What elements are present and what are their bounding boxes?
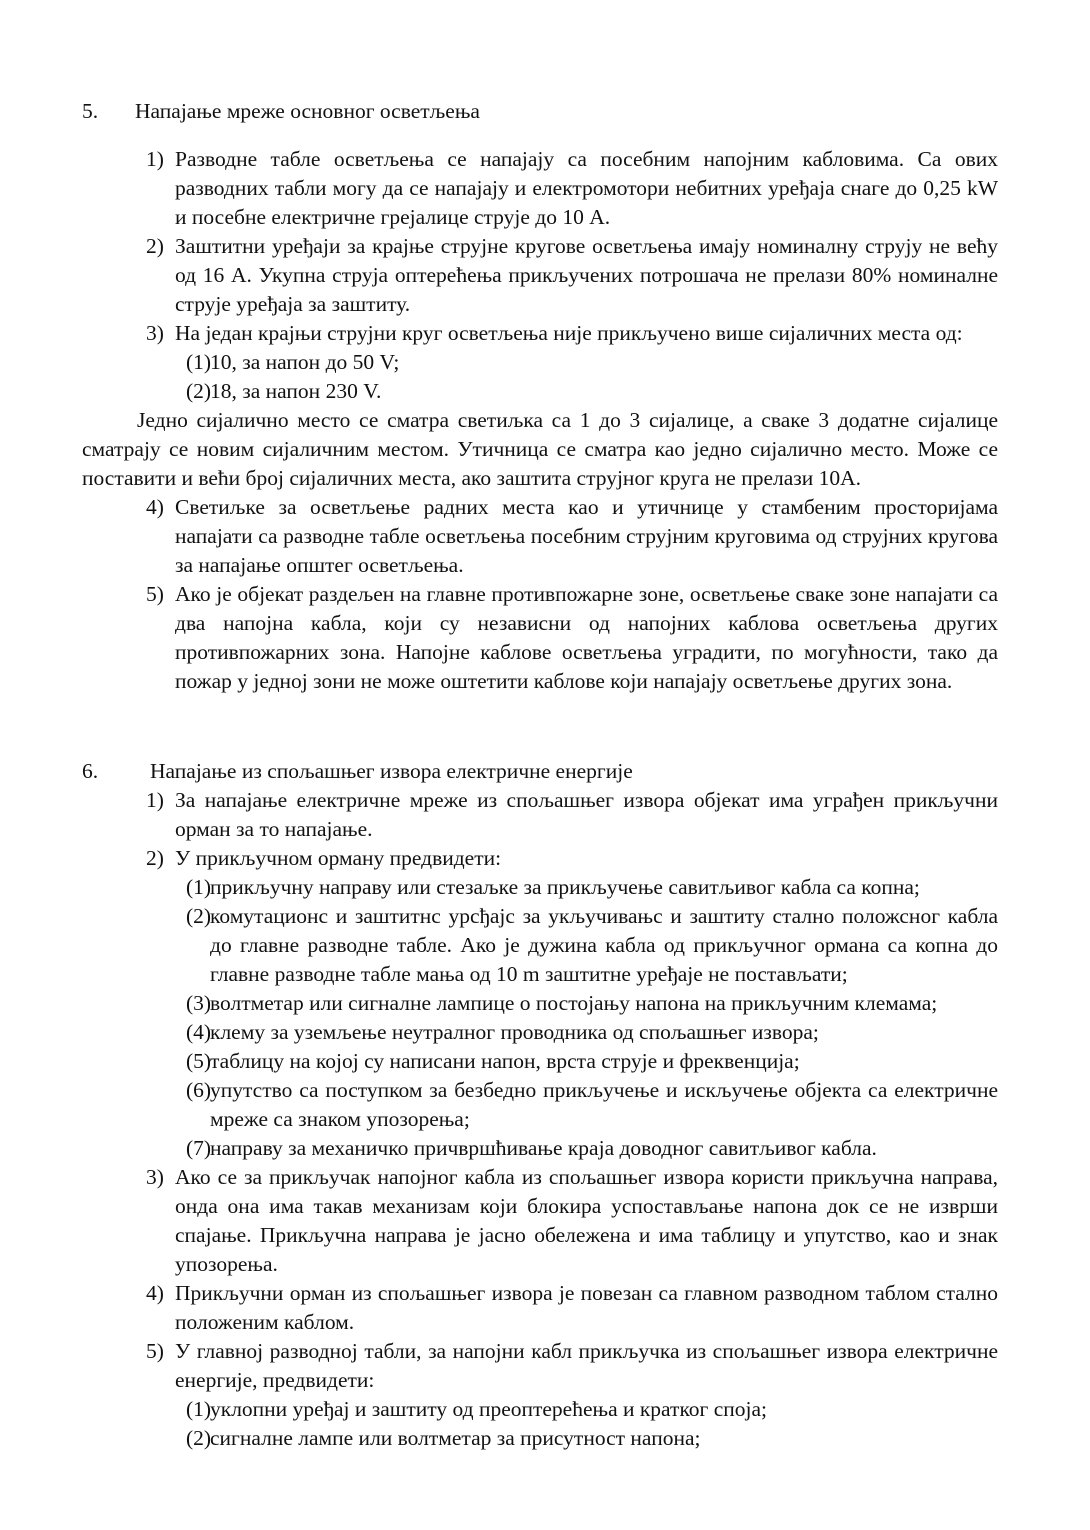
list-item	[82, 493, 998, 580]
sub-item-text: упутство са поступком за безбедно прикључење и искључење објекта са електричне мреже са знаком упозорења;	[210, 1078, 998, 1131]
sub-item-number: (1)	[186, 350, 212, 374]
item-text: Заштитни уређаји за крајње струјне кругове осветљења имају номиналну струју не већу од 16 А. Укупна струја оптерећења прикључених потрошача не прелази 80% номиналне струје уређаја за заштиту.	[175, 234, 998, 316]
sub-item-number: (2)	[186, 904, 212, 928]
note-paragraph: Једно сијалично место се сматра светиљка са 1 до 3 сијалице, а сваке 3 додатне сијалице сматрају се новим сијаличним местом. Утичница се сматра као једно сијалично место. Може се поставити и већи број сијаличних места, ако заштита струјног круга не прелази 10А.	[82, 408, 998, 490]
item-number: 1)	[146, 788, 164, 812]
sub-item-number: (2)	[186, 1426, 212, 1450]
item-number: 4)	[146, 495, 164, 519]
section-title: Напајање из спољашњег извора електричне енергије	[150, 759, 633, 783]
sub-item-number: (1)	[186, 1397, 212, 1421]
sub-item-text: 10, за напон до 50 V;	[210, 350, 400, 374]
item-text: Светиљке за осветљење радних места као и утичнице у стамбеним просторијама напајати са разводне табле осветљења посебним струјним круговима од струјних кругова за напајање општег осветљења.	[175, 495, 998, 577]
sub-list-item	[82, 1424, 998, 1453]
sub-item-text: уклопни уређај и заштиту од преоптерећења и кратког споја;	[210, 1397, 768, 1421]
sub-list-item	[82, 873, 998, 902]
item-text: Разводне табле осветљења се напајају са посебним напојним кабловима. Са ових разводних табли могу да се напајају и електромотори небитних уређаја снаге до 0,25 kW и посебне електричне грејалице струје до 10 А.	[175, 147, 998, 229]
item-number: 5)	[146, 582, 164, 606]
sub-list-item	[82, 1076, 998, 1134]
sub-item-number: (6)	[186, 1078, 212, 1102]
list-item	[82, 145, 998, 232]
sub-list-item	[82, 1018, 998, 1047]
sub-item-text: направу за механичко причвршћивање краја доводног савитљивог кабла.	[210, 1136, 877, 1160]
item-text: Ако је објекат раздељен на главне противпожарне зоне, осветљење сваке зоне напајати са два напојна кабла, који су независни од напојних каблова осветљења других противпожарних зона. Напојне каблове осветљења уградити, по могућности, тако да пожар у једној зони не може оштетити каблове који напајају осветљење других зона.	[175, 582, 998, 693]
item-text: Ако се за прикључак напојног кабла из спољашњег извора користи прикључна направа, онда она има такав механизам који блокира успостављање напона док се не изврши спајање. Прикључна направа је јасно обележена и има таблицу и упутство, као и знак упозорења.	[175, 1165, 998, 1276]
list-item	[82, 1163, 998, 1279]
item-text: За напајање електричне мреже из спољашњег извора објекат има уграђен прикључни орман за то напајање.	[175, 788, 998, 841]
list-item	[82, 1279, 998, 1337]
list-item	[82, 844, 998, 873]
item-text: Прикључни орман из спољашњег извора је повезан са главном разводном таблом стално положеним каблом.	[175, 1281, 998, 1334]
section-5-heading	[82, 97, 998, 126]
sub-item-number: (7)	[186, 1136, 212, 1160]
sub-list-item	[82, 1134, 998, 1163]
sub-item-text: клему за уземљење неутралног проводника од спољашњег извора;	[210, 1020, 819, 1044]
item-number: 4)	[146, 1281, 164, 1305]
sub-item-number: (5)	[186, 1049, 212, 1073]
sub-list-item	[82, 1047, 998, 1076]
sub-list-item	[82, 377, 998, 406]
sub-item-text: комутационс и заштитнс урсђајс за укључивањс и заштиту стално положсног кабла до главне разводне табле. Ако је дужина кабла од прикључног ормана са копна до главне разводне табле мања од 10 m заштитне уређаје не постављати;	[210, 904, 998, 986]
section-number: 6.	[82, 759, 99, 783]
sub-item-number: (3)	[186, 991, 212, 1015]
item-number: 1)	[146, 147, 164, 171]
list-item	[82, 319, 998, 348]
list-item	[82, 580, 998, 696]
item-number: 2)	[146, 846, 164, 870]
sub-item-text: сигналне лампе или волтметар за присутност напона;	[210, 1426, 701, 1450]
section-title: Напајање мреже основног осветљења	[135, 99, 480, 123]
section-number: 5.	[82, 99, 99, 123]
section-5	[82, 97, 998, 696]
sub-item-text: таблицу на којој су написани напон, врста струје и фреквенција;	[210, 1049, 800, 1073]
list-item	[82, 232, 998, 319]
sub-item-text: прикључну направу или стезаљке за прикључење савитљивог кабла са копна;	[210, 875, 920, 899]
sub-list-item	[82, 989, 998, 1018]
item-number: 2)	[146, 234, 164, 258]
list-item	[82, 1337, 998, 1395]
sub-item-number: (2)	[186, 379, 212, 403]
sub-item-number: (1)	[186, 875, 212, 899]
sub-item-number: (4)	[186, 1020, 212, 1044]
section-6	[82, 757, 998, 1453]
sub-list-item	[82, 902, 998, 989]
item-number: 3)	[146, 1165, 164, 1189]
sub-list-item	[82, 348, 998, 377]
item-text: У главној разводној табли, за напојни кабл прикључка из спољашњег извора електричне енергије, предвидети:	[175, 1339, 998, 1392]
item-number: 5)	[146, 1339, 164, 1363]
sub-item-text: 18, за напон 230 V.	[210, 379, 382, 403]
sub-list-item	[82, 1395, 998, 1424]
list-item	[82, 786, 998, 844]
sub-item-text: волтметар или сигналне лампице о постојању напона на прикључним клемама;	[210, 991, 938, 1015]
item-text: У прикључном орману предвидети:	[175, 846, 502, 870]
section-6-heading	[82, 757, 998, 786]
item-text: На један крајњи струјни круг осветљења није прикључено више сијаличних места од:	[175, 321, 963, 345]
item-number: 3)	[146, 321, 164, 345]
